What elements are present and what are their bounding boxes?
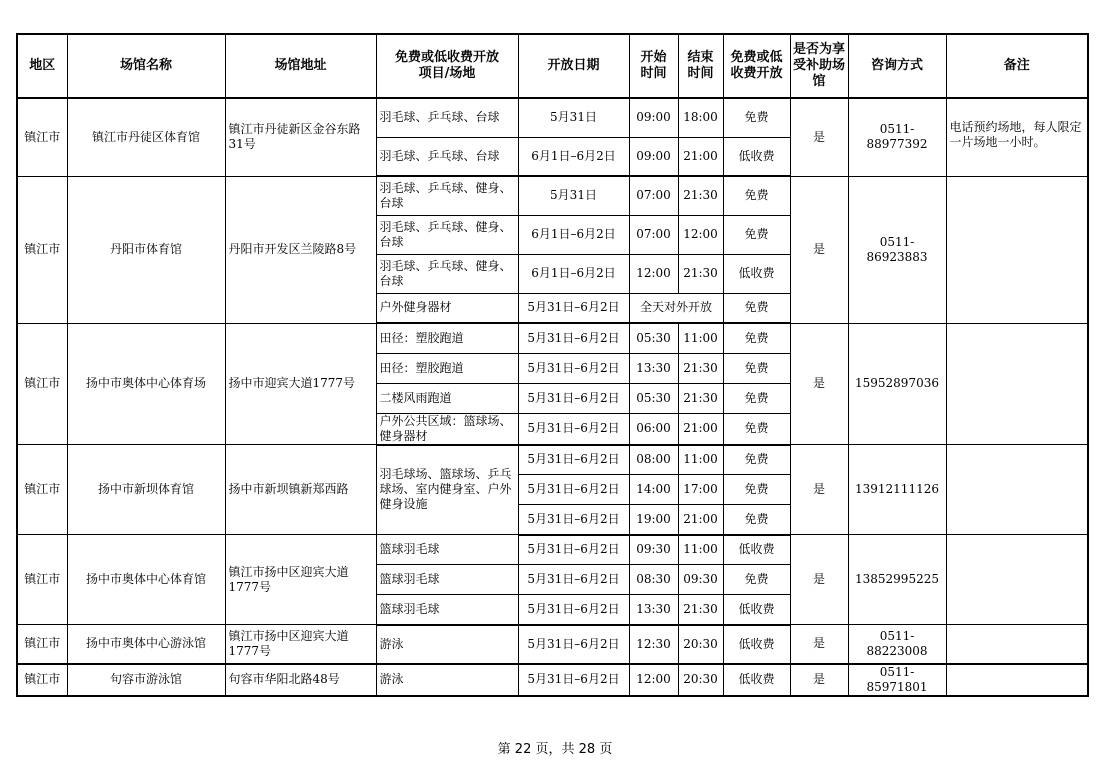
venue-address-cell: 句容市华阳北路48号 [225,664,376,696]
fee-cell: 免费 [723,176,790,215]
contact-cell: 13912111126 [848,445,946,535]
date-cell: 5月31日–6月2日 [518,383,629,413]
end-time-cell: 17:00 [678,475,723,505]
fee-cell: 免费 [723,293,790,323]
header-venue-name: 场馆名称 [67,34,225,98]
fee-cell: 免费 [723,413,790,445]
item-cell: 游泳 [376,625,518,664]
venue-name-cell: 镇江市丹徒区体育馆 [67,98,225,176]
start-time-cell: 09:00 [629,98,678,137]
start-time-cell: 08:30 [629,565,678,595]
date-cell: 5月31日–6月2日 [518,323,629,353]
fee-cell: 免费 [723,505,790,535]
item-cell: 羽毛球场、篮球场、乒乓球场、室内健身室、户外健身设施 [376,445,518,535]
item-cell: 羽毛球、乒乓球、台球 [376,98,518,137]
item-cell: 篮球羽毛球 [376,565,518,595]
contact-cell: 0511-88977392 [848,98,946,176]
end-time-cell: 21:30 [678,595,723,625]
subsidized-cell: 是 [790,625,848,664]
end-time-cell: 09:30 [678,565,723,595]
page-footer [0,738,1110,757]
subsidized-cell: 是 [790,664,848,696]
footer-suffix: 页 [599,742,613,757]
date-cell: 5月31日–6月2日 [518,664,629,696]
end-time-cell: 20:30 [678,625,723,664]
venue-address-cell: 扬中市新坝镇新郑西路 [225,445,376,535]
fee-cell: 低收费 [723,664,790,696]
table-row [17,98,1088,137]
fee-cell: 低收费 [723,595,790,625]
remarks-cell: 电话预约场地，每人限定一片场地一小时。 [946,98,1088,176]
footer-page-number: 22 [514,742,532,757]
end-time-cell: 21:00 [678,413,723,445]
end-time-cell: 21:30 [678,353,723,383]
region-cell: 镇江市 [17,323,67,445]
header-row [17,34,1088,98]
start-time-cell: 09:00 [629,137,678,176]
start-time-cell: 12:00 [629,254,678,293]
start-time-cell: 13:30 [629,595,678,625]
item-cell: 田径：塑胶跑道 [376,323,518,353]
venue-address-cell: 镇江市扬中区迎宾大道1777号 [225,535,376,625]
remarks-cell [946,176,1088,323]
contact-cell: 0511-85971801 [848,664,946,696]
header-end-time: 结束时间 [678,34,723,98]
contact-cell: 0511-88223008 [848,625,946,664]
header-region: 地区 [17,34,67,98]
item-cell: 二楼风雨跑道 [376,383,518,413]
start-time-cell: 09:30 [629,535,678,565]
table-row [17,535,1088,565]
end-time-cell: 21:30 [678,176,723,215]
allday-cell: 全天对外开放 [629,293,723,323]
start-time-cell: 08:00 [629,445,678,475]
item-cell: 篮球羽毛球 [376,595,518,625]
start-time-cell: 14:00 [629,475,678,505]
end-time-cell: 11:00 [678,323,723,353]
item-cell: 羽毛球、乒乓球、台球 [376,137,518,176]
subsidized-cell: 是 [790,323,848,445]
fee-cell: 免费 [723,445,790,475]
start-time-cell: 13:30 [629,353,678,383]
venue-name-cell: 句容市游泳馆 [67,664,225,696]
footer-total-pages: 28 [578,742,596,757]
contact-cell: 13852995225 [848,535,946,625]
subsidized-cell: 是 [790,445,848,535]
date-cell: 5月31日–6月2日 [518,475,629,505]
remarks-cell [946,535,1088,625]
fee-cell: 低收费 [723,254,790,293]
date-cell: 5月31日–6月2日 [518,413,629,445]
fee-cell: 低收费 [723,137,790,176]
start-time-cell: 05:30 [629,323,678,353]
header-remarks: 备注 [946,34,1088,98]
venue-name-cell: 扬中市奥体中心体育场 [67,323,225,445]
header-items: 免费或低收费开放项目/场地 [376,34,518,98]
fee-cell: 低收费 [723,535,790,565]
subsidized-cell: 是 [790,535,848,625]
fee-cell: 免费 [723,323,790,353]
item-cell: 羽毛球、乒乓球、健身、台球 [376,215,518,254]
header-start-time: 开始时间 [629,34,678,98]
item-cell: 篮球羽毛球 [376,535,518,565]
end-time-cell: 21:30 [678,383,723,413]
start-time-cell: 12:00 [629,664,678,696]
end-time-cell: 21:00 [678,505,723,535]
item-cell: 游泳 [376,664,518,696]
venue-table [16,33,1089,697]
header-open-date: 开放日期 [518,34,629,98]
contact-cell: 0511-86923883 [848,176,946,323]
table-row [17,445,1088,475]
date-cell: 5月31日–6月2日 [518,595,629,625]
venue-name-cell: 扬中市奥体中心游泳馆 [67,625,225,664]
end-time-cell: 12:00 [678,215,723,254]
remarks-cell [946,445,1088,535]
start-time-cell: 12:30 [629,625,678,664]
date-cell: 5月31日–6月2日 [518,535,629,565]
item-cell: 田径：塑胶跑道 [376,353,518,383]
remarks-cell [946,664,1088,696]
region-cell: 镇江市 [17,625,67,664]
table-row [17,625,1088,664]
date-cell: 5月31日–6月2日 [518,625,629,664]
fee-cell: 免费 [723,383,790,413]
end-time-cell: 21:00 [678,137,723,176]
header-subsidized: 是否为享受补助场馆 [790,34,848,98]
start-time-cell: 07:00 [629,176,678,215]
date-cell: 6月1日–6月2日 [518,137,629,176]
table-row [17,323,1088,353]
footer-middle: 页，共 [535,742,575,757]
date-cell: 5月31日–6月2日 [518,505,629,535]
fee-cell: 免费 [723,565,790,595]
start-time-cell: 06:00 [629,413,678,445]
fee-cell: 免费 [723,215,790,254]
date-cell: 6月1日–6月2日 [518,254,629,293]
remarks-cell [946,323,1088,445]
date-cell: 5月31日–6月2日 [518,353,629,383]
remarks-cell [946,625,1088,664]
date-cell: 5月31日–6月2日 [518,445,629,475]
region-cell: 镇江市 [17,535,67,625]
region-cell: 镇江市 [17,98,67,176]
region-cell: 镇江市 [17,176,67,323]
region-cell: 镇江市 [17,664,67,696]
fee-cell: 免费 [723,353,790,383]
date-cell: 6月1日–6月2日 [518,215,629,254]
region-cell: 镇江市 [17,445,67,535]
start-time-cell: 05:30 [629,383,678,413]
venue-address-cell: 镇江市丹徒新区金谷东路31号 [225,98,376,176]
header-venue-address: 场馆地址 [225,34,376,98]
date-cell: 5月31日–6月2日 [518,293,629,323]
table-row [17,176,1088,215]
start-time-cell: 19:00 [629,505,678,535]
end-time-cell: 21:30 [678,254,723,293]
table-row [17,664,1088,696]
header-contact: 咨询方式 [848,34,946,98]
item-cell: 户外公共区域：篮球场、健身器材 [376,413,518,445]
end-time-cell: 18:00 [678,98,723,137]
subsidized-cell: 是 [790,176,848,323]
date-cell: 5月31日 [518,176,629,215]
date-cell: 5月31日 [518,98,629,137]
footer-prefix: 第 [497,742,511,757]
venue-address-cell: 丹阳市开发区兰陵路8号 [225,176,376,323]
end-time-cell: 11:00 [678,535,723,565]
end-time-cell: 20:30 [678,664,723,696]
fee-cell: 免费 [723,475,790,505]
venue-name-cell: 丹阳市体育馆 [67,176,225,323]
item-cell: 羽毛球、乒乓球、健身、台球 [376,254,518,293]
end-time-cell: 11:00 [678,445,723,475]
item-cell: 户外健身器材 [376,293,518,323]
venue-address-cell: 镇江市扬中区迎宾大道1777号 [225,625,376,664]
venue-name-cell: 扬中市奥体中心体育馆 [67,535,225,625]
subsidized-cell: 是 [790,98,848,176]
venue-name-cell: 扬中市新坝体育馆 [67,445,225,535]
contact-cell: 15952897036 [848,323,946,445]
fee-cell: 低收费 [723,625,790,664]
item-cell: 羽毛球、乒乓球、健身、台球 [376,176,518,215]
date-cell: 5月31日–6月2日 [518,565,629,595]
header-fee-type: 免费或低收费开放 [723,34,790,98]
venue-address-cell: 扬中市迎宾大道1777号 [225,323,376,445]
fee-cell: 免费 [723,98,790,137]
start-time-cell: 07:00 [629,215,678,254]
